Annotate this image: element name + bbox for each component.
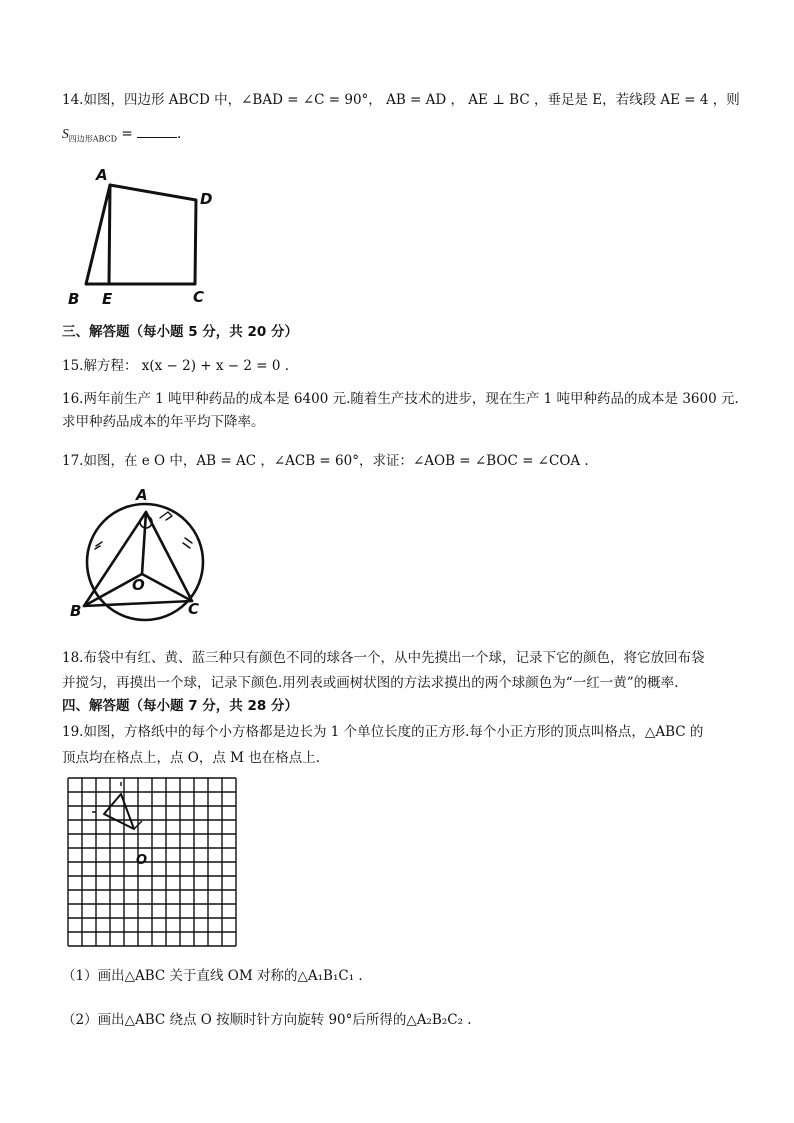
q17-text: 17.如图，在 e O 中，AB = AC ，∠ACB = 60°，求证：∠AOB = ∠BOC = ∠COA .	[62, 453, 589, 469]
segment-ao	[142, 512, 146, 574]
label-a: A	[136, 486, 148, 504]
q16-line2: 求甲种药品成本的年平均下降率。	[62, 414, 265, 430]
section-4-title: 四、解答题（每小题 7 分，共 28 分）	[62, 698, 298, 714]
q18-line2: 并搅匀，再摸出一个球，记录下颜色.用列表或画树状图的方法求摸出的两个球颜色为“一红一黄”的概率.	[62, 675, 679, 691]
altitude-ae	[109, 185, 110, 284]
q19-line2: 顶点均在格点上，点 O，点 M 也在格点上.	[62, 750, 321, 766]
q19-line1: 19.如图，方格纸中的每个小方格都是边长为 1 个单位长度的正方形.每个小正方形的顶点叫格点，△ABC 的	[62, 724, 704, 740]
label-b: B	[68, 290, 80, 308]
q14-end: .	[177, 126, 182, 142]
square-grid	[68, 778, 236, 946]
quad-outline	[86, 185, 196, 284]
triangle-abc	[104, 794, 134, 829]
label-b: B	[70, 602, 82, 620]
q19-grid-figure	[64, 774, 240, 950]
tick-mark-right	[183, 538, 192, 548]
q17-figure	[64, 482, 214, 627]
equals-sign: =	[117, 126, 137, 142]
q19-part1: （1）画出△ABC 关于直线 OM 对称的△A₁B₁C₁ .	[62, 968, 363, 984]
tick-mark-left	[95, 542, 102, 549]
label-e: E	[102, 290, 113, 308]
label-a: A	[96, 166, 108, 184]
label-c: C	[193, 288, 205, 306]
section-3-title: 三、解答题（每小题 5 分，共 20 分）	[62, 324, 298, 340]
label-d: D	[200, 190, 213, 208]
q16-line1: 16.两年前生产 1 吨甲种药品的成本是 6400 元.随着生产技术的进步，现在生产 1 吨甲种药品的成本是 3600 元.	[62, 391, 739, 407]
q15-text: 15.解方程： x(x − 2) + x − 2 = 0 .	[62, 358, 290, 374]
answer-blank	[137, 125, 177, 138]
label-o: O	[136, 853, 148, 868]
q19-part2: （2）画出△ABC 绕点 O 按顺时针方向旋转 90°后所得的△A₂B₂C₂ .	[62, 1012, 472, 1028]
q14-line1: 14.如图，四边形 ABCD 中，∠BAD = ∠C = 90°， AB = AD ， AE ⊥ BC ，垂足是 E，若线段 AE = 4 ，则	[62, 92, 740, 108]
area-subscript: 四边形ABCD	[68, 134, 118, 144]
q14-figure	[60, 160, 230, 310]
q18-line1: 18.布袋中有红、黄、蓝三种只有颜色不同的球各一个，从中先摸出一个球，记录下它的颜色，将它放回布袋	[62, 650, 705, 666]
area-symbol: S	[62, 126, 69, 141]
label-c: C	[188, 600, 200, 618]
angle-mark	[160, 512, 172, 520]
label-o: O	[132, 576, 145, 594]
q14-line2	[62, 124, 181, 150]
